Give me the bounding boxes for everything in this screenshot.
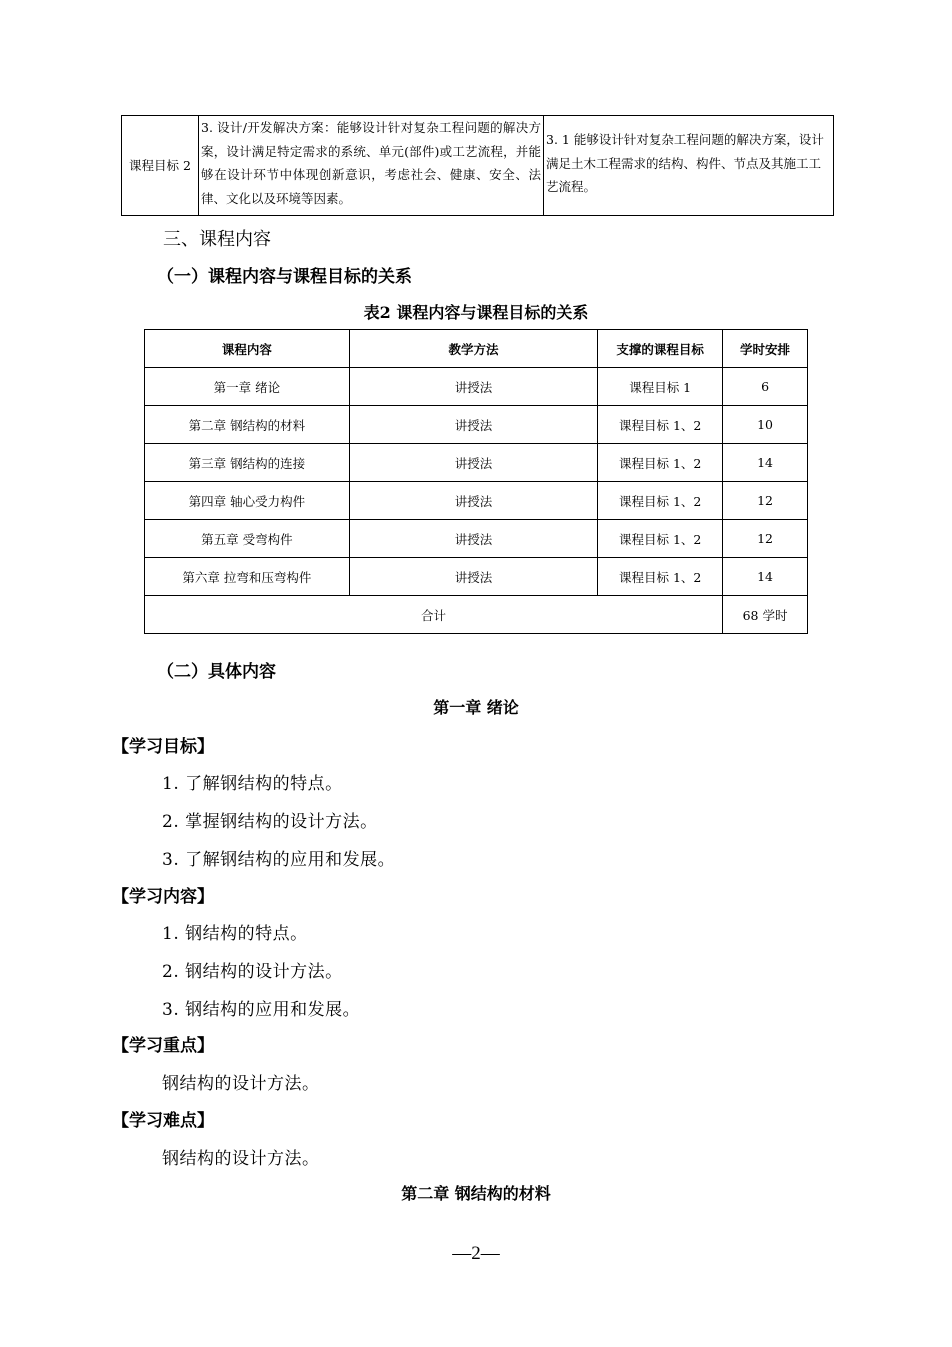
table-cell: 课程目标 1、2 xyxy=(598,482,723,520)
table-row xyxy=(145,482,808,520)
table-row xyxy=(122,116,834,216)
table-cell: 课程目标 1、2 xyxy=(598,406,723,444)
chapter-title: 第一章 绪论 xyxy=(433,698,519,717)
chapter-title: 第二章 钢结构的材料 xyxy=(401,1184,551,1203)
table-row xyxy=(145,558,808,596)
subsection-title: （一）课程内容与课程目标的关系 xyxy=(157,267,412,287)
header-cell: 教学方法 xyxy=(349,330,598,368)
table-row xyxy=(145,444,808,482)
table-cell: 14 xyxy=(723,444,808,482)
key-label: 【学习重点】 xyxy=(112,1036,214,1056)
list-item: 3. 钢结构的应用和发展。 xyxy=(162,1000,361,1020)
table-cell: 12 xyxy=(723,520,808,558)
header-cell: 课程内容 xyxy=(145,330,350,368)
list-item: 1. 钢结构的特点。 xyxy=(162,924,308,944)
page-number: —2— xyxy=(452,1243,500,1264)
objective-mapping-table xyxy=(121,115,834,216)
table-cell: 6 xyxy=(723,368,808,406)
key-text: 钢结构的设计方法。 xyxy=(162,1074,320,1094)
content-table xyxy=(144,329,808,634)
table-cell: 讲授法 xyxy=(349,520,598,558)
table-cell: 讲授法 xyxy=(349,444,598,482)
table-row xyxy=(145,520,808,558)
objective-cell: 课程目标 2 xyxy=(122,116,199,216)
table-caption: 表2 课程内容与课程目标的关系 xyxy=(363,303,589,322)
table-header-row xyxy=(145,330,808,368)
list-item: 2. 掌握钢结构的设计方法。 xyxy=(162,812,378,832)
table-cell: 12 xyxy=(723,482,808,520)
indicator-cell: 3. 1 能够设计针对复杂工程问题的解决方案，设计满足土木工程需求的结构、构件、节点及其施工工艺流程。 xyxy=(544,116,834,216)
table-cell: 第二章 钢结构的材料 xyxy=(145,406,350,444)
contents-label: 【学习内容】 xyxy=(112,887,214,907)
table-cell: 课程目标 1 xyxy=(598,368,723,406)
table-cell: 讲授法 xyxy=(349,482,598,520)
objectives-label: 【学习目标】 xyxy=(112,737,214,757)
table-cell: 课程目标 1、2 xyxy=(598,558,723,596)
table-cell: 讲授法 xyxy=(349,368,598,406)
table-cell: 第一章 绪论 xyxy=(145,368,350,406)
subsection-title: （二）具体内容 xyxy=(157,662,276,682)
list-item: 2. 钢结构的设计方法。 xyxy=(162,962,343,982)
table-cell: 课程目标 1、2 xyxy=(598,444,723,482)
table-cell: 10 xyxy=(723,406,808,444)
table-cell: 第六章 拉弯和压弯构件 xyxy=(145,558,350,596)
total-label: 合计 xyxy=(145,596,723,634)
table-cell: 课程目标 1、2 xyxy=(598,520,723,558)
section-title: 三、课程内容 xyxy=(163,229,271,250)
difficulty-label: 【学习难点】 xyxy=(112,1111,214,1131)
table-cell: 第四章 轴心受力构件 xyxy=(145,482,350,520)
list-item: 1. 了解钢结构的特点。 xyxy=(162,774,343,794)
table-cell: 14 xyxy=(723,558,808,596)
difficulty-text: 钢结构的设计方法。 xyxy=(162,1149,320,1169)
header-cell: 学时安排 xyxy=(723,330,808,368)
table-cell: 讲授法 xyxy=(349,406,598,444)
table-cell: 第三章 钢结构的连接 xyxy=(145,444,350,482)
header-cell: 支撑的课程目标 xyxy=(598,330,723,368)
list-item: 3. 了解钢结构的应用和发展。 xyxy=(162,850,396,870)
table-cell: 第五章 受弯构件 xyxy=(145,520,350,558)
table-row xyxy=(145,368,808,406)
table-total-row xyxy=(145,596,808,634)
table-cell: 讲授法 xyxy=(349,558,598,596)
requirement-cell: 3. 设计/开发解决方案：能够设计针对复杂工程问题的解决方案，设计满足特定需求的系统、单元(部件)或工艺流程，并能够在设计环节中体现创新意识，考虑社会、健康、安全、法律、文化以及环境等因素。 xyxy=(199,116,544,216)
table-row xyxy=(145,406,808,444)
total-value: 68 学时 xyxy=(723,596,808,634)
